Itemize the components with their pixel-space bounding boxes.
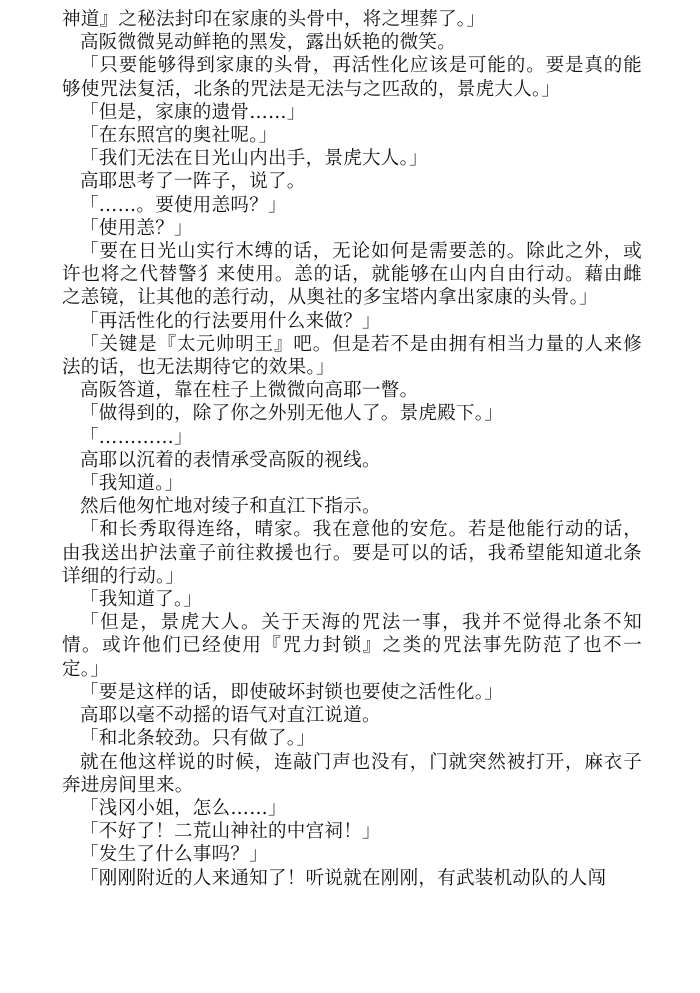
paragraph: 「在东照宫的奥社呢。」 <box>80 125 278 147</box>
paragraph: 高阪微微晃动鲜艳的黑发，露出妖艳的微笑。 <box>80 32 457 54</box>
paragraph: 「刚刚附近的人来通知了！听说就在刚刚，有武装机动队的人闯 <box>80 867 607 889</box>
paragraph: 「再活性化的行法要用什么来做？」 <box>80 310 381 332</box>
paragraph: 「…………」 <box>80 426 193 448</box>
paragraph: 「但是，景虎大人。关于天海的咒法一事，我并不觉得北条不知情。或许他们已经使用『咒力封锁』之类的咒法事先防范了也不一定。」 <box>62 612 642 680</box>
paragraph: 「和长秀取得连络，晴家。我在意他的安危。若是他能行动的话，由我送出护法童子前往救援也行。要是可以的话，我希望能知道北条详细的行动。」 <box>62 519 642 587</box>
paragraph: 「要在日光山实行木缚的话，无论如何是需要恙的。除此之外，或许也将之代替警犭来使用。恙的话，就能够在山内自由行动。藉由雌之恙镜，让其他的恙行动，从奥社的多宝塔内拿出家康的头骨。」 <box>62 241 642 309</box>
paragraph: 就在他这样说的时候，连敲门声也没有，门就突然被打开，麻衣子奔进房间里来。 <box>62 751 642 796</box>
paragraph: 「不好了！二荒山神社的中宫祠！」 <box>80 821 381 843</box>
paragraph: 高耶以沉着的表情承受高阪的视线。 <box>80 449 381 471</box>
paragraph: 「浅冈小姐，怎么……」 <box>80 797 287 819</box>
paragraph: 神道』之秘法封印在家康的头骨中，将之埋葬了。」 <box>62 9 486 30</box>
paragraph: 「使用恙？」 <box>80 217 193 239</box>
paragraph: 「做得到的，除了你之外别无他人了。景虎殿下。」 <box>80 403 504 425</box>
paragraph: 「发生了什么事吗？」 <box>80 844 269 866</box>
paragraph: 高耶思考了一阵子，说了。 <box>80 171 306 193</box>
paragraph: 「只要能够得到家康的头骨，再活性化应该是可能的。要是真的能够使咒法复活，北条的咒法是无法与之匹敌的，景虎大人。」 <box>62 55 642 100</box>
paragraph: 「我知道了。」 <box>80 589 203 611</box>
paragraph: 「我们无法在日光山内出手，景虎大人。」 <box>80 148 428 170</box>
paragraph: 高阪答道，靠在柱子上微微向高耶一瞥。 <box>80 380 419 402</box>
paragraph: 「我知道。」 <box>80 473 184 495</box>
body-text <box>62 8 642 890</box>
paragraph: 「和北条较劲。只有做了。」 <box>80 728 316 750</box>
paragraph: 「……。要使用恙吗？」 <box>80 194 287 216</box>
paragraph: 高耶以毫不动摇的语气对直江说道。 <box>80 705 381 727</box>
paragraph: 「但是，家康的遗骨……」 <box>80 101 306 123</box>
paragraph: 「关键是『太元帅明王』吧。但是若不是由拥有相当力量的人来修法的话，也无法期待它的效果。」 <box>62 333 642 379</box>
paragraph: 「要是这样的话，即使破坏封锁也要使之活性化。」 <box>80 681 504 703</box>
paragraph: 然后他匆忙地对绫子和直江下指示。 <box>80 496 381 518</box>
